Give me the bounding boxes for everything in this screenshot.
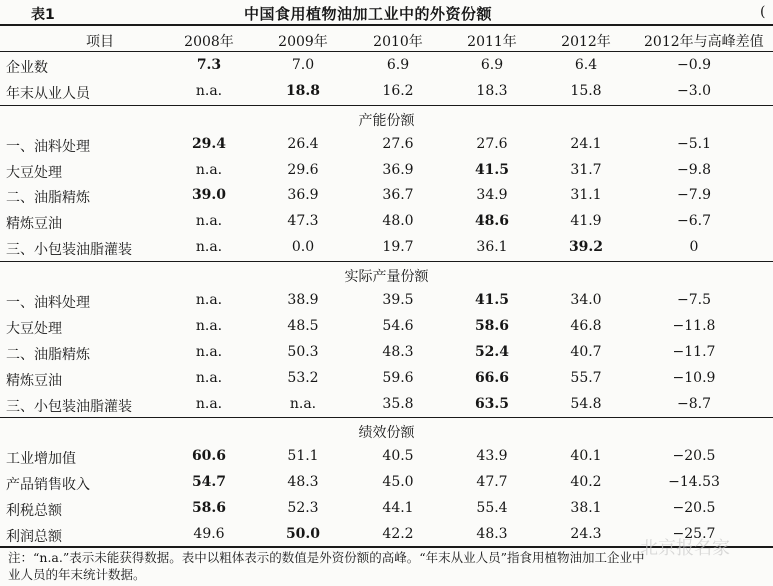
cell-2009: 0.0: [291, 239, 315, 256]
cell-2008: n.a.: [195, 213, 223, 230]
header-2011: 2011年: [467, 34, 517, 50]
cell-2012: 55.7: [570, 369, 602, 386]
header-diff: 2012年与高峰差值: [644, 34, 764, 50]
table-row: [0, 392, 773, 418]
header-rule: [0, 51, 773, 52]
section-header-row: [0, 417, 773, 444]
row-label: 利润总额: [6, 529, 62, 546]
cell-2009: 7.0: [291, 57, 315, 73]
cell-2011: 36.1: [476, 239, 508, 256]
cell-2012: 40.2: [570, 474, 602, 491]
table-row: [0, 209, 773, 235]
cell-2012: 38.1: [570, 500, 602, 517]
table-title: 中国食用植物油加工业中的外资份额: [244, 5, 493, 23]
cell-2010: 16.2: [382, 82, 414, 99]
row-label: 企业数: [6, 60, 48, 76]
row-label: 精炼豆油: [6, 372, 62, 389]
cell-2008: 54.7: [191, 474, 227, 491]
cell-2010: 42.2: [382, 526, 414, 543]
cell-2009: 48.3: [287, 474, 319, 491]
row-label: 年末从业人员: [6, 85, 90, 102]
row-label: 产品销售收入: [6, 477, 90, 494]
cell-2010: 48.3: [382, 343, 414, 360]
cell-2012: 24.1: [570, 135, 602, 152]
row-label: 工业增加值: [6, 451, 76, 468]
cell-2012: 41.9: [570, 213, 602, 230]
cell-2012: 46.8: [570, 317, 602, 334]
section-header-row: [0, 261, 773, 288]
cell-2012: 15.8: [570, 82, 602, 99]
cell-2010: 45.0: [382, 474, 414, 491]
cell-2009: 47.3: [287, 213, 319, 230]
header-2008: 2008年: [184, 34, 234, 50]
cell-diff: −14.53: [668, 474, 720, 491]
table-row: [0, 53, 773, 79]
cell-2010: 36.7: [382, 187, 414, 204]
cell-diff: −0.9: [677, 57, 711, 73]
table-row: [0, 132, 773, 158]
cell-2011: 48.6: [474, 213, 510, 230]
cell-2011: 66.6: [474, 369, 510, 386]
cell-2010: 44.1: [382, 500, 414, 517]
cell-2011: 52.4: [474, 343, 510, 360]
cell-2008: n.a.: [195, 292, 223, 309]
row-label: 精炼豆油: [6, 216, 62, 233]
cell-2008: 39.0: [191, 187, 227, 204]
table-row: [0, 158, 773, 184]
header-2010: 2010年: [373, 34, 423, 50]
table-row: [0, 314, 773, 340]
cell-2009: 48.5: [287, 317, 319, 334]
cell-2012: 39.2: [568, 239, 604, 256]
table-row: [0, 235, 773, 261]
cell-2009: n.a.: [289, 395, 317, 412]
cell-diff: −10.9: [672, 369, 716, 386]
cell-2009: 26.4: [287, 135, 319, 152]
cell-2012: 31.1: [570, 187, 602, 204]
cell-2011: 47.7: [476, 474, 508, 491]
cell-2008: n.a.: [195, 395, 223, 412]
cell-2009: 29.6: [287, 161, 319, 178]
cell-2008: 7.3: [196, 57, 222, 73]
section-label: 产能份额: [358, 112, 415, 129]
cell-2008: n.a.: [195, 239, 223, 256]
cell-diff: −7.9: [677, 187, 711, 204]
header-2009: 2009年: [278, 34, 328, 50]
cell-2010: 36.9: [382, 161, 414, 178]
cell-2012: 34.0: [570, 292, 602, 309]
table-row: [0, 183, 773, 209]
cell-diff: −8.7: [677, 395, 711, 412]
cell-2012: 31.7: [570, 161, 602, 178]
cell-2011: 41.5: [474, 161, 510, 178]
cell-2010: 59.6: [382, 369, 414, 386]
table-title-row: [0, 0, 773, 24]
cell-2010: 27.6: [382, 135, 414, 152]
cell-2009: 18.8: [285, 82, 321, 99]
section-header-row: [0, 105, 773, 132]
cell-diff: −25.7: [672, 526, 716, 543]
cell-2008: n.a.: [195, 82, 223, 99]
table-body: [0, 53, 773, 548]
cell-2008: 29.4: [191, 135, 227, 152]
cell-diff: −20.5: [672, 500, 716, 517]
cell-2011: 18.3: [476, 82, 508, 99]
table-label: 表1: [31, 7, 55, 23]
cell-2009: 36.9: [287, 187, 319, 204]
note-line-1: 注：“n.a.”表示未能获得数据。表中以粗体表示的数值是外资份额的高峰。“年末从业人员”指食用植物油加工企业中: [8, 550, 645, 565]
cell-2012: 40.7: [570, 343, 602, 360]
header-item: 项目: [86, 34, 114, 50]
cell-2012: 24.3: [570, 526, 602, 543]
cell-2012: 54.8: [570, 395, 602, 412]
cell-2012: 6.4: [574, 57, 598, 73]
header-2012: 2012年: [561, 34, 611, 50]
row-label: 一、油料处理: [6, 138, 90, 155]
cell-diff: −7.5: [677, 292, 711, 309]
cell-2012: 40.1: [570, 448, 602, 465]
row-label: 大豆处理: [6, 164, 62, 181]
cell-diff: −11.7: [672, 343, 716, 360]
section-label: 绩效份额: [358, 425, 415, 442]
row-label: 二、油脂精炼: [6, 190, 90, 207]
table-row: [0, 288, 773, 314]
table-row: [0, 366, 773, 392]
cell-2010: 40.5: [382, 448, 414, 465]
top-rule: [0, 24, 773, 26]
cell-2009: 52.3: [287, 500, 319, 517]
cell-diff: −9.8: [677, 161, 711, 178]
table-row: [0, 496, 773, 522]
cell-2010: 54.6: [382, 317, 414, 334]
cell-2008: 58.6: [191, 500, 227, 517]
cell-2010: 19.7: [382, 239, 414, 256]
cell-2011: 41.5: [474, 292, 510, 309]
cell-2009: 50.0: [285, 526, 321, 543]
table-row: [0, 340, 773, 366]
cell-2010: 48.0: [382, 213, 414, 230]
table-row: [0, 79, 773, 105]
cell-2011: 6.9: [480, 57, 504, 73]
table-row: [0, 444, 773, 470]
cell-2011: 63.5: [474, 395, 510, 412]
cell-diff: 0: [689, 239, 699, 256]
cell-diff: −5.1: [677, 135, 711, 152]
row-label: 三、小包装油脂灌装: [6, 242, 132, 259]
cell-diff: −11.8: [672, 317, 716, 334]
table-row: [0, 470, 773, 496]
cell-2008: n.a.: [195, 369, 223, 386]
cell-2008: n.a.: [195, 317, 223, 334]
cell-2009: 51.1: [287, 448, 319, 465]
cell-2011: 27.6: [476, 135, 508, 152]
cell-diff: −20.5: [672, 448, 716, 465]
cell-2008: 49.6: [193, 526, 225, 543]
cell-2008: 60.6: [191, 448, 227, 465]
watermark: 北京报名家: [640, 538, 730, 559]
cell-2011: 58.6: [474, 317, 510, 334]
row-label: 三、小包装油脂灌装: [6, 398, 132, 415]
row-label: 二、油脂精炼: [6, 346, 90, 363]
cell-2011: 48.3: [476, 526, 508, 543]
row-label: 一、油料处理: [6, 295, 90, 312]
cell-2009: 38.9: [287, 292, 319, 309]
cell-diff: −6.7: [677, 213, 711, 230]
row-label: 大豆处理: [6, 320, 62, 337]
cell-2011: 43.9: [476, 448, 508, 465]
cell-2010: 35.8: [382, 395, 414, 412]
cell-2008: n.a.: [195, 161, 223, 178]
row-label: 利税总额: [6, 503, 62, 520]
cell-2011: 34.9: [476, 187, 508, 204]
cropped-edge-char: (: [760, 4, 766, 20]
cell-2009: 50.3: [287, 343, 319, 360]
cell-2011: 55.4: [476, 500, 508, 517]
section-label: 实际产量份额: [344, 269, 429, 286]
cell-2010: 39.5: [382, 292, 414, 309]
cell-2008: n.a.: [195, 343, 223, 360]
cell-2010: 6.9: [386, 57, 410, 73]
cell-2009: 53.2: [287, 369, 319, 386]
cell-diff: −3.0: [677, 82, 711, 99]
table-header: [0, 27, 773, 51]
note-line-2: 业人员的年末统计数据。: [8, 567, 146, 582]
